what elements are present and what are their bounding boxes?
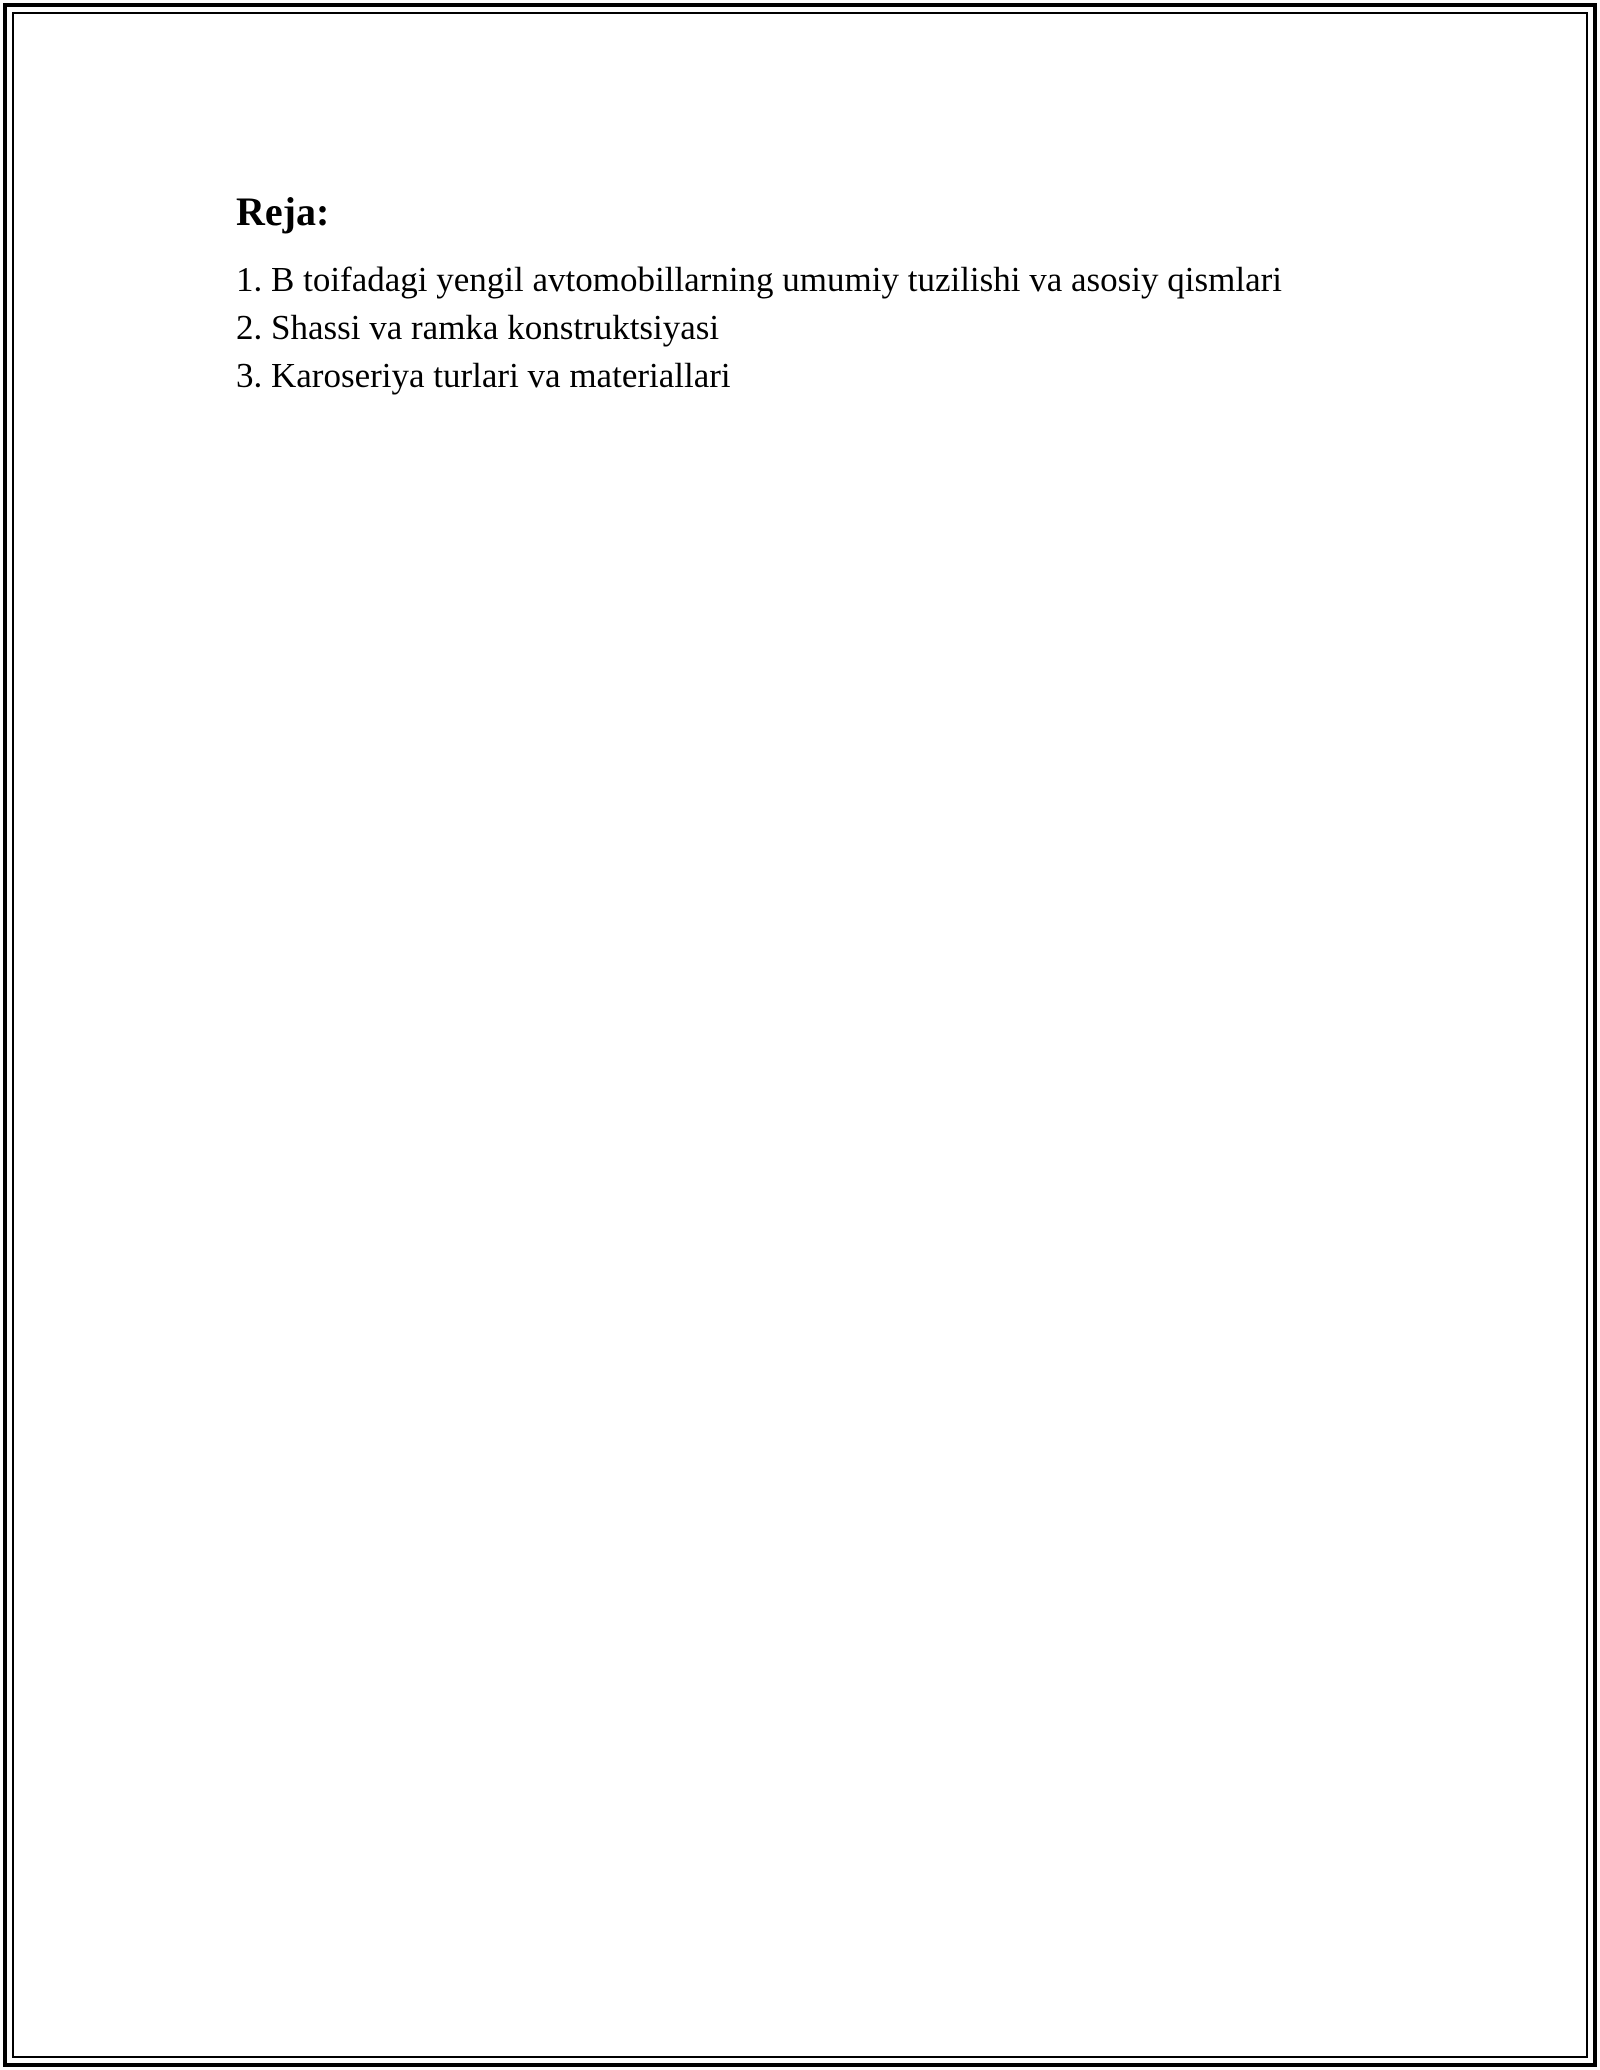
plan-list bbox=[236, 256, 1436, 400]
plan-heading: Reja: bbox=[236, 189, 330, 234]
plan-item: 1. B toifadagi yengil avtomobillarning umumiy tuzilishi va asosiy qismlari bbox=[236, 260, 1282, 299]
plan-item: 2. Shassi va ramka konstruktsiyasi bbox=[236, 308, 720, 347]
plan-item: 3. Karoseriya turlari va materiallari bbox=[236, 356, 731, 395]
page-content bbox=[236, 180, 1436, 400]
